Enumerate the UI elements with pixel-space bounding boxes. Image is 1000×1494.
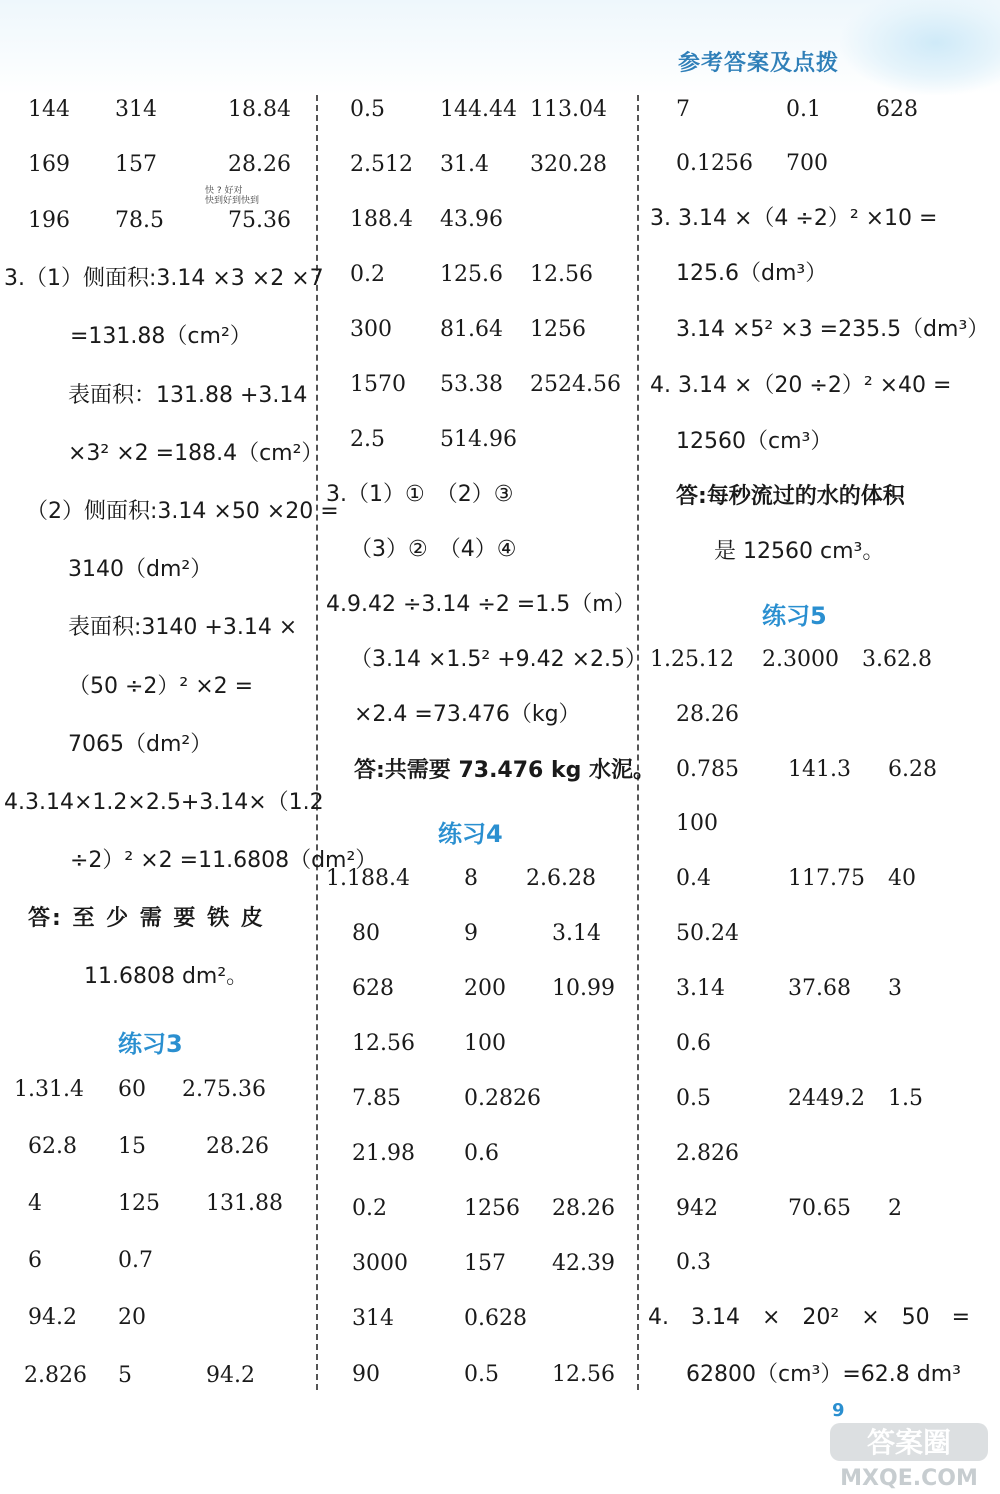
grid-cell: 0.2 (352, 1196, 387, 1221)
grid-cell: 300 (350, 317, 392, 342)
grid-cell: 7.85 (352, 1086, 401, 1111)
grid-cell: 31.4 (440, 152, 489, 177)
solution-line: 7065（dm²） (68, 732, 213, 757)
grid-cell: 50.24 (676, 921, 739, 946)
grid-cell: 628 (352, 976, 394, 1001)
solution-line: 4. 3.14 ×（20 ÷2）² ×40 = (650, 373, 952, 398)
answer-line: 答:每秒流过的水的体积 (676, 484, 905, 509)
grid-cell: 0.628 (464, 1306, 527, 1331)
grid-cell: 1.31.4 (14, 1077, 84, 1102)
grid-cell: 0.6 (464, 1141, 499, 1166)
grid-cell: 1.188.4 (326, 866, 410, 891)
solution-line: 表面积：131.88 +3.14 (68, 383, 308, 408)
grid-cell: 12.56 (530, 262, 593, 287)
handwritten-scribble: 快 ? 好对 快到好到快到 (205, 186, 260, 206)
grid-cell: 6 (28, 1248, 42, 1273)
grid-cell: 125.6 (440, 262, 503, 287)
grid-cell: 70.65 (788, 1196, 851, 1221)
grid-cell: 2.826 (676, 1141, 739, 1166)
grid-cell: 40 (888, 866, 916, 891)
grid-cell: 20 (118, 1305, 146, 1330)
watermark-text: 答案圈 (866, 1426, 952, 1459)
grid-cell: 144.44 (440, 97, 517, 122)
grid-cell: 628 (876, 97, 918, 122)
solution-line: 12560（cm³） (676, 429, 833, 454)
grid-cell: 9 (464, 921, 478, 946)
grid-cell: 37.68 (788, 976, 851, 1001)
grid-cell: 157 (115, 152, 157, 177)
grid-cell: 157 (464, 1251, 506, 1276)
solution-line: （3.14 ×1.5² +9.42 ×2.5） (350, 647, 648, 672)
grid-cell: 3.14 (676, 976, 725, 1001)
grid-cell: 53.38 (440, 372, 503, 397)
grid-cell: 10.99 (552, 976, 615, 1001)
grid-cell: 0.785 (676, 757, 739, 782)
grid-cell: 18.84 (228, 97, 291, 122)
grid-cell: 700 (786, 151, 828, 176)
grid-cell: 94.2 (206, 1363, 255, 1388)
grid-cell: 169 (28, 152, 70, 177)
grid-cell: 2449.2 (788, 1086, 865, 1111)
grid-cell: 125 (118, 1191, 160, 1216)
solution-line: 4.9.42 ÷3.14 ÷2 =1.5（m） (326, 592, 636, 617)
grid-cell: 28.26 (676, 702, 739, 727)
grid-cell: 2524.56 (530, 372, 621, 397)
grid-cell: 4 (28, 1191, 42, 1216)
solution-line: （2）侧面积:3.14 ×50 ×20 = (26, 499, 339, 524)
grid-cell: 28.26 (228, 152, 291, 177)
grid-cell: 28.26 (552, 1196, 615, 1221)
grid-cell: 81.64 (440, 317, 503, 342)
grid-cell: 141.3 (788, 757, 851, 782)
solution-line: 62800（cm³）=62.8 dm³ (686, 1362, 961, 1387)
grid-cell: 2.75.36 (182, 1077, 266, 1102)
grid-cell: 90 (352, 1362, 380, 1387)
grid-cell: 117.75 (788, 866, 865, 891)
watermark-url: MXQE.COM (840, 1466, 978, 1491)
grid-cell: 6.28 (888, 757, 937, 782)
grid-cell: 28.26 (206, 1134, 269, 1159)
grid-cell: 0.2826 (464, 1086, 541, 1111)
grid-cell: 1.5 (888, 1086, 923, 1111)
watermark-logo (820, 1415, 998, 1493)
grid-cell: 12.56 (552, 1362, 615, 1387)
section-title-exercise-5: 练习5 (762, 602, 827, 630)
grid-cell: 196 (28, 208, 70, 233)
grid-cell: 320.28 (530, 152, 607, 177)
grid-cell: 0.1256 (676, 151, 753, 176)
solution-line: 3140（dm²） (68, 557, 213, 582)
answer-line: 答:共需要 73.476 kg 水泥。 (354, 758, 656, 783)
grid-cell: 2.3000 (762, 647, 839, 672)
grid-cell: 75.36 (228, 208, 291, 233)
grid-cell: 43.96 (440, 207, 503, 232)
solution-line: ×3² ×2 =188.4（cm²） (68, 441, 324, 466)
solution-line: 3.（1）① （2）③ (326, 482, 514, 507)
grid-cell: 0.5 (676, 1086, 711, 1111)
header-cloud-decoration (840, 0, 1000, 95)
solution-line: 表面积:3140 +3.14 × (68, 615, 298, 640)
grid-cell: 200 (464, 976, 506, 1001)
solution-line: 125.6（dm³） (676, 261, 828, 286)
grid-cell: 2 (888, 1196, 902, 1221)
grid-cell: 113.04 (530, 97, 607, 122)
grid-cell: 2.512 (350, 152, 413, 177)
grid-cell: 0.7 (118, 1248, 153, 1273)
section-title-exercise-3: 练习3 (118, 1030, 183, 1058)
grid-cell: 514.96 (440, 427, 517, 452)
column-divider (637, 95, 639, 1390)
grid-cell: 100 (464, 1031, 506, 1056)
grid-cell: 2.6.28 (526, 866, 596, 891)
grid-cell: 144 (28, 97, 70, 122)
grid-cell: 3 (888, 976, 902, 1001)
grid-cell: 942 (676, 1196, 718, 1221)
grid-cell: 5 (118, 1363, 132, 1388)
solution-line: （3）② （4）④ (350, 537, 517, 562)
answer-line: 答: 至 少 需 要 铁 皮 (28, 906, 265, 931)
grid-cell: 62.8 (28, 1134, 77, 1159)
grid-cell: 94.2 (28, 1305, 77, 1330)
grid-cell: 2.826 (24, 1363, 87, 1388)
grid-cell: 2.5 (350, 427, 385, 452)
grid-cell: 100 (676, 811, 718, 836)
grid-cell: 0.3 (676, 1250, 711, 1275)
grid-cell: 3.14 (552, 921, 601, 946)
grid-cell: 0.5 (350, 97, 385, 122)
grid-cell: 0.2 (350, 262, 385, 287)
grid-cell: 3.62.8 (862, 647, 932, 672)
section-title-exercise-4: 练习4 (438, 820, 503, 848)
grid-cell: 0.5 (464, 1362, 499, 1387)
solution-line: ÷2）² ×2 =11.6808（dm²） (70, 848, 378, 873)
grid-cell: 12.56 (352, 1031, 415, 1056)
grid-cell: 80 (352, 921, 380, 946)
solution-line: ×2.4 =73.476（kg） (354, 702, 581, 727)
grid-cell: 188.4 (350, 207, 413, 232)
grid-cell: 3000 (352, 1251, 408, 1276)
grid-cell: 1256 (530, 317, 586, 342)
solution-line: 3. 3.14 ×（4 ÷2）² ×10 = (650, 206, 938, 231)
grid-cell: 1256 (464, 1196, 520, 1221)
grid-cell: 314 (352, 1306, 394, 1331)
grid-cell: 8 (464, 866, 478, 891)
grid-cell: 7 (676, 97, 690, 122)
solution-line: 4. 3.14 × 20² × 50 = (648, 1305, 971, 1330)
solution-line: 3.（1）侧面积:3.14 ×3 ×2 ×7 (4, 266, 324, 291)
grid-cell: 60 (118, 1077, 146, 1102)
grid-cell: 1570 (350, 372, 406, 397)
page-number: 9 (832, 1400, 845, 1421)
grid-cell: 78.5 (115, 208, 164, 233)
grid-cell: 0.1 (786, 97, 821, 122)
grid-cell: 314 (115, 97, 157, 122)
grid-cell: 1.25.12 (650, 647, 734, 672)
grid-cell: 131.88 (206, 1191, 283, 1216)
grid-cell: 0.6 (676, 1031, 711, 1056)
grid-cell: 0.4 (676, 866, 711, 891)
answer-line: 11.6808 dm²。 (84, 964, 249, 989)
solution-line: 4.3.14×1.2×2.5+3.14×（1.2 (4, 790, 324, 815)
grid-cell: 42.39 (552, 1251, 615, 1276)
solution-line: =131.88（cm²） (70, 324, 252, 349)
grid-cell: 21.98 (352, 1141, 415, 1166)
solution-line: （50 ÷2）² ×2 = (68, 674, 254, 699)
page-header-title: 参考答案及点拨 (678, 51, 840, 76)
answer-line: 是 12560 cm³。 (714, 539, 885, 564)
solution-line: 3.14 ×5² ×3 =235.5（dm³） (676, 317, 990, 342)
grid-cell: 15 (118, 1134, 146, 1159)
